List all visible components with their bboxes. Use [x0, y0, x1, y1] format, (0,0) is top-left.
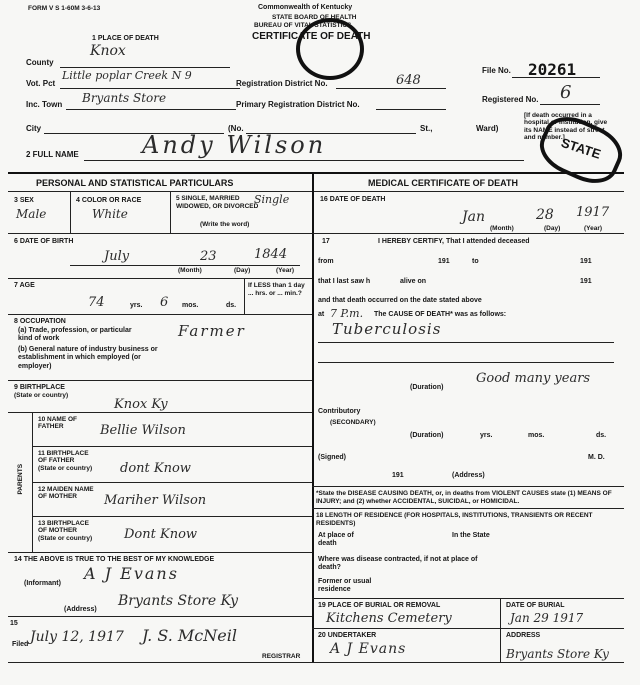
- less-than-label: If LESS than 1 day ... hrs. or ... min.?: [248, 282, 305, 298]
- state-stamp: STATE: [532, 108, 630, 193]
- burial-date-value: Jan 29 1917: [510, 611, 584, 625]
- undertaker-address-label: ADDRESS: [506, 632, 541, 639]
- reg-district-label: Registration District No.: [236, 79, 328, 88]
- st-label: St.,: [420, 124, 433, 133]
- inc-town-value: Bryants Store: [82, 91, 167, 105]
- from-label: from: [318, 258, 334, 265]
- former-residence-label: Former or usual residence: [318, 578, 372, 594]
- burial-date-label: DATE OF BURIAL: [506, 602, 565, 609]
- reg-district-value: 648: [396, 73, 421, 88]
- color-value: White: [92, 207, 128, 221]
- registrar-label: REGISTRAR: [262, 653, 301, 660]
- birthplace-label: 9 BIRTHPLACE: [14, 384, 65, 391]
- occupation-a-label: (a) Trade, profession, or particular kind of work: [18, 327, 132, 343]
- father-birthplace-label: 11 BIRTHPLACE OF FATHER: [38, 450, 89, 465]
- last-saw-label: that I last saw h: [318, 278, 371, 285]
- in-state-label: In the State: [452, 532, 490, 539]
- sex-value: Male: [16, 207, 47, 221]
- mother-name-value: Mariher Wilson: [104, 493, 207, 508]
- vot-label: Vot. Pct: [26, 79, 56, 88]
- duration-value: Good many years: [476, 371, 591, 386]
- undertaker-value: A J Evans: [330, 641, 407, 657]
- filed-date: July 12, 1917: [30, 629, 124, 645]
- to-label: to: [472, 258, 479, 265]
- personal-section-title: PERSONAL AND STATISTICAL PARTICULARS: [36, 178, 234, 188]
- sex-label: 3 SEX: [14, 197, 34, 204]
- residence-label: 18 LENGTH OF RESIDENCE (FOR HOSPITALS, INSTITUTIONS, TRANSIENTS OR RECENT RESIDENTS): [316, 512, 593, 528]
- time-of-death: 7 P.m.: [330, 307, 364, 320]
- bureau-title: BUREAU OF VITAL STATISTICS: [254, 22, 352, 29]
- death-certificate: FORM V S 1-60M 3-6-13 Commonwealth of Kentucky STATE BOARD OF HEALTH BUREAU OF VITAL STATISTICS CERTIFICATE OF DEATH 1 PLACE OF DEATH County Knox Vot. Pct Little poplar Creek N 9 Registration District No. 648 Inc. Town Bryants Store Primary Registration District No. City (No. St., Ward) File No. 20261 Registered No. 6 [If death occurred in a hospital or institution, give its NAME instead of street and number.] STATE 2 FULL NAME Andy Wilson PERSONAL AND STATISTICAL PARTICULARS 3 SEX Male 4 COLOR OR RACE White 5 SINGLE, MARRIED WIDOWED, OR DIVORCED (Write the word) Single 6 DATE OF BIRTH July 23 1844 (Month) (Day) (Year) 7 AGE 74 yrs. 6 mos. ds. If LESS than 1 day ... hrs. or ... min.? 8 OCCUPATION (a) Trade, profession, or particular kind of work (b) General nature of industry business or establishment in which employed (or employer) Farmer 9 BIRTHPLACE (State or country) Knox Ky PARENTS 10 NAME OF FATHER Bellie Wilson 11 BIRTHPLACE OF FATHER (State or country) dont Know 12 MAIDEN NAME OF MOTHER Mariher Wilson 13 BIRTHPLACE OF MOTHER (State or country) Dont Know 14 THE ABOVE IS TRUE TO THE BEST OF MY KNOWLEDGE (Informant) A J Evans (Address) Bryants Store Ky 15 Filed July 12, 1917 J. S. McNeil REGISTRAR MEDICAL CERTIFICATE OF DEATH 16 DATE OF DEATH Jan 28 1917 (Month) (Day) (Year) 17 I HEREBY CERTIFY, That I attended deceased from 191 to 191 that I last saw h alive on 191 and that death occurred on the date stated above at 7 P.m. The CAUSE OF DEATH* was as follows: Tuberculosis (Duration) Good many years Contributory (SECONDARY) (Duration) yrs. mos. ds. (Signed) M. D. 191 (Address) *State the DISEASE CAUSING DEATH, or, in deaths from VIOLENT CAUSES state (1) MEANS OF INJURY; and (2) whether ACCIDENTAL, SUICIDAL, or HOMICIDAL. 18 LENGTH OF RESIDENCE (FOR HOSPITALS, INSTITUTIONS, TRANSIENTS OR RECENT RESIDENTS) At place of death In the State Where was disease contracted, if not at place of death? Former or usual residence 19 PLACE OF BURIAL OR REMOVAL DATE OF BURIAL Kitchens Cemetery Jan 29 1917 20 UNDERTAKER ADDRESS A J Evans Bryants Store Ky: [0, 0, 640, 685]
- hospital-note: [If death occurred in a hospital or institution, give its NAME instead of street and number.]: [524, 112, 608, 142]
- father-name-value: Bellie Wilson: [100, 423, 186, 438]
- dob-month-label: (Month): [178, 267, 202, 274]
- medical-section-title: MEDICAL CERTIFICATE OF DEATH: [368, 178, 518, 188]
- filed-label: Filed: [12, 641, 29, 648]
- ds-label: ds.: [226, 302, 237, 309]
- city-label: City: [26, 124, 42, 133]
- at-place-label: At place of death: [318, 532, 354, 548]
- no-label: (No.: [228, 124, 244, 133]
- cause-text: The CAUSE OF DEATH* was as follows:: [374, 311, 507, 318]
- alive-on-label: alive on: [400, 278, 427, 285]
- dob-year-label: (Year): [276, 267, 295, 274]
- cause-value: Tuberculosis: [332, 320, 442, 338]
- informant-address-label: (Address): [64, 606, 97, 613]
- color-label: 4 COLOR OR RACE: [76, 197, 142, 204]
- medical-address-label: (Address): [452, 472, 485, 479]
- grid-divider: [312, 172, 314, 662]
- commonwealth-title: Commonwealth of Kentucky: [258, 4, 353, 11]
- parents-label: PARENTS: [17, 463, 25, 495]
- dob-month: July: [104, 249, 130, 264]
- father-name-label: 10 NAME OF FATHER: [38, 416, 78, 431]
- county-value: Knox: [90, 43, 126, 59]
- death-occurred-text: and that death occurred on the date stated above: [318, 297, 482, 304]
- place-of-death-label: 1 PLACE OF DEATH: [92, 35, 159, 42]
- informant-value: A J Evans: [84, 564, 179, 583]
- burial-label: 19 PLACE OF BURIAL OR REMOVAL: [318, 602, 441, 609]
- informant-address-value: Bryants Store Ky: [118, 593, 239, 609]
- marital-value: Single: [254, 193, 290, 206]
- grid-top-rule: [8, 172, 624, 174]
- birthplace-value: Knox Ky: [114, 397, 168, 412]
- mother-birthplace-value: Dont Know: [124, 527, 198, 542]
- certify-17: 17: [322, 238, 330, 245]
- marital-note: (Write the word): [200, 221, 250, 228]
- duration-label: (Duration): [410, 384, 444, 391]
- certificate-title: CERTIFICATE OF DEATH: [252, 31, 371, 42]
- birthplace-state-label: (State or country): [14, 392, 69, 399]
- form-code: FORM V S 1-60M 3-6-13: [28, 5, 101, 12]
- dob-day: 23: [200, 249, 217, 264]
- ward-label: Ward): [476, 124, 499, 133]
- death-year: 1917: [576, 205, 610, 220]
- dob-day-label: (Day): [234, 267, 251, 274]
- informant-cert-label: 14 THE ABOVE IS TRUE TO THE BEST OF MY KNOWLEDGE: [14, 556, 215, 563]
- occupation-value: Farmer: [178, 322, 246, 340]
- occupation-b-label: (b) General nature of industry business or establishment in which employed (or employer): [18, 346, 158, 370]
- father-birthplace-value: dont Know: [120, 461, 191, 476]
- dob-year: 1844: [254, 247, 288, 262]
- contributory-label: Contributory: [318, 408, 361, 415]
- certify-text: I HEREBY CERTIFY, That I attended deceased: [378, 238, 530, 245]
- contracted-label: Where was disease contracted, if not at place of death?: [318, 556, 478, 572]
- yrs-label: yrs.: [130, 302, 143, 309]
- vot-value: Little poplar Creek N 9: [62, 69, 192, 82]
- age-years: 74: [88, 295, 105, 310]
- county-label: County: [26, 58, 54, 67]
- mos-label: mos.: [182, 302, 199, 309]
- mother-birthplace-label: 13 BIRTHPLACE OF MOTHER: [38, 520, 89, 535]
- signed-label: (Signed): [318, 454, 346, 461]
- undertaker-label: 20 UNDERTAKER: [318, 632, 377, 639]
- inc-town-label: Inc. Town: [26, 100, 63, 109]
- md-label: M. D.: [588, 454, 605, 461]
- dob-label: 6 DATE OF BIRTH: [14, 238, 74, 245]
- file-no-value: 20261: [528, 60, 577, 79]
- full-name-label: 2 FULL NAME: [26, 150, 79, 159]
- registrar-value: J. S. McNeil: [142, 626, 237, 645]
- registered-no-value: 6: [560, 82, 572, 103]
- undertaker-address-value: Bryants Store Ky: [506, 647, 609, 661]
- age-months: 6: [160, 295, 169, 310]
- death-month: Jan: [462, 209, 485, 225]
- death-day: 28: [536, 207, 554, 223]
- duration2-label: (Duration): [410, 432, 444, 439]
- secondary-label: (SECONDARY): [330, 419, 376, 426]
- state-seal-stamp: [296, 18, 364, 80]
- burial-value: Kitchens Cemetery: [326, 611, 452, 626]
- marital-label: 5 SINGLE, MARRIED WIDOWED, OR DIVORCED: [176, 195, 259, 210]
- box-15: 15: [10, 620, 18, 627]
- footnote: *State the DISEASE CAUSING DEATH, or, in deaths from VIOLENT CAUSES state (1) MEANS OF INJURY; and (2) whether ACCIDENTAL, SUICIDAL, or HOMICIDAL.: [316, 490, 612, 506]
- age-label: 7 AGE: [14, 282, 35, 289]
- board-title: STATE BOARD OF HEALTH: [272, 14, 357, 21]
- occupation-label: 8 OCCUPATION: [14, 318, 66, 325]
- informant-label: (Informant): [24, 580, 61, 587]
- file-no-label: File No.: [482, 66, 511, 75]
- mother-name-label: 12 MAIDEN NAME OF MOTHER: [38, 486, 94, 501]
- full-name-value: Andy Wilson: [142, 131, 327, 159]
- primary-district-label: Primary Registration District No.: [236, 100, 360, 109]
- registered-no-label: Registered No.: [482, 95, 539, 104]
- date-of-death-label: 16 DATE OF DEATH: [320, 196, 386, 203]
